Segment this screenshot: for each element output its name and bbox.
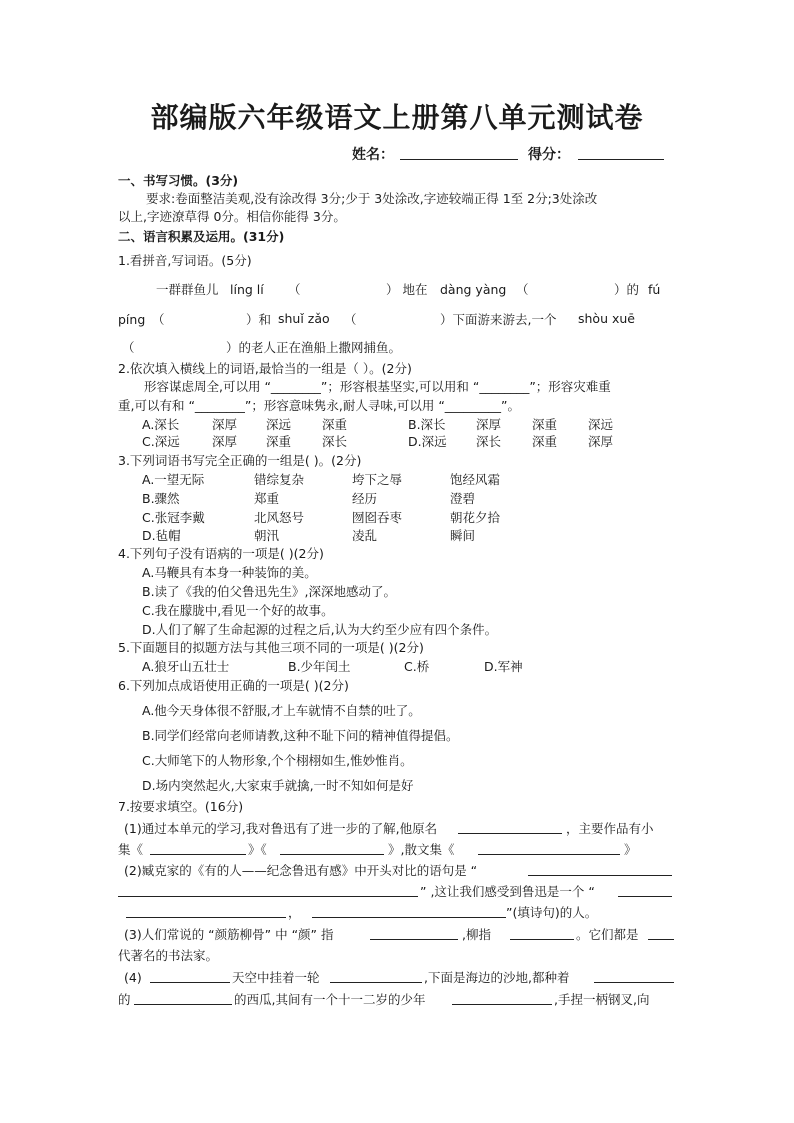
- q2-option-a-word: 深重: [322, 417, 348, 432]
- q7-2-text: ”(填诗句)的人。: [506, 905, 598, 920]
- section-1-heading: 一、书写习惯。(3分): [118, 173, 239, 188]
- q7-1-text: 》: [624, 842, 637, 857]
- q1-paren-open: （: [344, 312, 357, 327]
- name-blank[interactable]: [400, 147, 518, 164]
- q1-text: ）的: [614, 282, 640, 297]
- q7-1-blank-collection-1[interactable]: [150, 842, 246, 859]
- q7-1-text: 》《: [248, 842, 267, 857]
- q2-option-d-word: 深长: [476, 434, 502, 449]
- q7-3-text: 。它们都是: [576, 927, 639, 942]
- q7-1-text: 集《: [118, 842, 144, 857]
- q4-stem: 4.下列句子没有语病的一项是( )(2分): [118, 546, 324, 561]
- q1-paren-open: （: [516, 282, 529, 297]
- q7-4-text: 的: [118, 992, 131, 1007]
- q1-pinyin-3a: fú: [648, 282, 661, 297]
- q1-paren-open: （: [122, 340, 135, 355]
- q7-2-blank-contrast-1[interactable]: [528, 863, 672, 880]
- q5-option-c[interactable]: C.桥: [404, 659, 430, 674]
- section-1-req-line1: 要求:卷面整洁美观,没有涂改得 3分;少于 3处涂改,字迹较端正得 1至 2分;3处涂改: [146, 191, 598, 206]
- q7-4-text: ,下面是海边的沙地,都种着: [424, 970, 570, 985]
- q4-option-a[interactable]: A.马鞭具有本身一种装饰的美。: [142, 565, 317, 580]
- q5-option-d[interactable]: D.军神: [484, 659, 523, 674]
- q7-4-text: 的西瓜,其间有一个十一二岁的少年: [234, 992, 426, 1007]
- q3-word: 错综复杂: [254, 472, 305, 487]
- q7-1-blank-essays[interactable]: [478, 842, 620, 859]
- q1-pinyin-5: shòu xuē: [578, 311, 635, 326]
- q1-text: ）和: [246, 312, 272, 327]
- q1-pinyin-1: líng lí: [230, 282, 264, 297]
- q3-word: 澄碧: [450, 491, 476, 506]
- q3-option-c[interactable]: C.张冠李戴: [142, 510, 205, 525]
- q1-pinyin-3b: píng: [118, 312, 146, 327]
- q7-1-blank-realname[interactable]: [458, 821, 562, 838]
- q7-3-text: (3)人们常说的 “颜筋柳骨” 中 “颜” 指: [124, 927, 334, 942]
- q2-option-c[interactable]: C.深远: [142, 434, 180, 449]
- q2-option-b-word: 深重: [532, 417, 558, 432]
- q2-option-d[interactable]: D.深远: [408, 434, 447, 449]
- q7-2-text: ” ,这让我们感受到鲁迅是一个 “: [420, 884, 595, 899]
- q3-word: 囫囵吞枣: [352, 510, 403, 525]
- q4-option-b[interactable]: B.读了《我的伯父鲁迅先生》,深深地感动了。: [142, 584, 397, 599]
- q3-word: 凌乱: [352, 528, 378, 543]
- q2-option-c-word: 深厚: [212, 434, 238, 449]
- q2-option-d-word: 深重: [532, 434, 558, 449]
- q2-option-b[interactable]: B.深长: [408, 417, 446, 432]
- q1-paren-open: （: [288, 282, 301, 297]
- q2-option-a-word: 深远: [266, 417, 292, 432]
- q5-stem: 5.下面题目的拟题方法与其他三项不同的一项是( )(2分): [118, 640, 424, 655]
- q7-3-text: ,柳指: [462, 927, 491, 942]
- q2-option-a-word: 深厚: [212, 417, 238, 432]
- q3-word: 朝汛: [254, 528, 280, 543]
- q2-option-b-word: 深远: [588, 417, 614, 432]
- q6-option-b[interactable]: B.同学们经常向老师请教,这种不耻下问的精神值得提倡。: [142, 728, 459, 743]
- q7-4-text: (4): [124, 970, 142, 985]
- q2-line2: 重,可以有和 “________”；形容意味隽永,耐人寻味,可以用 “_________”。: [118, 398, 521, 413]
- q6-stem: 6.下列加点成语使用正确的一项是( )(2分): [118, 678, 349, 693]
- q7-3-blank-dynasty[interactable]: [648, 927, 674, 944]
- q7-1-blank-collection-2[interactable]: [280, 842, 384, 859]
- q4-option-d[interactable]: D.人们了解了生命起源的过程之后,认为大约至少应有四个条件。: [142, 622, 498, 637]
- q2-option-c-word: 深长: [322, 434, 348, 449]
- q7-2-text: (2)臧克家的《有的人——纪念鲁迅有感》中开头对比的语句是 “: [124, 863, 478, 878]
- q7-2-text: ，: [288, 905, 301, 920]
- q3-word: 经历: [352, 491, 378, 506]
- q1-text: ） 地在: [386, 282, 428, 297]
- name-label: 姓名：: [352, 147, 394, 163]
- q7-1-text: ，主要作品有小: [566, 821, 654, 836]
- q7-3-blank-liu[interactable]: [510, 927, 574, 944]
- q7-4-text: ,手捏一柄钢叉,向: [554, 992, 650, 1007]
- q7-2-blank-contrast-2[interactable]: [118, 884, 418, 901]
- q7-stem: 7.按要求填空。(16分): [118, 799, 244, 814]
- q7-3-text: 代著名的书法家。: [118, 948, 219, 963]
- section-1-req-line2: 以上,字迹潦草得 0分。相信你能得 3分。: [118, 209, 346, 224]
- q7-4-blank-2[interactable]: [330, 970, 422, 987]
- q3-option-b[interactable]: B.骤然: [142, 491, 180, 506]
- q5-option-a[interactable]: A.狼牙山五壮士: [142, 659, 230, 674]
- q3-word: 饱经风霜: [450, 472, 501, 487]
- q2-option-c-word: 深重: [266, 434, 292, 449]
- score-blank[interactable]: [578, 147, 664, 164]
- q7-4-blank-3[interactable]: [594, 970, 674, 987]
- q7-4-blank-4[interactable]: [134, 992, 232, 1009]
- q1-paren-open: （: [152, 312, 165, 327]
- section-2-heading: 二、语言积累及运用。(31分): [118, 229, 285, 244]
- q3-option-a[interactable]: A.一望无际: [142, 472, 205, 487]
- q6-option-c[interactable]: C.大师笔下的人物形象,个个栩栩如生,惟妙惟肖。: [142, 753, 413, 768]
- q3-word: 北风怒号: [254, 510, 305, 525]
- q1-stem: 1.看拼音,写词语。(5分): [118, 253, 252, 268]
- q7-4-blank-5[interactable]: [452, 992, 552, 1009]
- q3-word: 朝花夕拾: [450, 510, 501, 525]
- q3-stem: 3.下列词语书写完全正确的一组是( )。(2分): [118, 453, 362, 468]
- q1-text: ）下面游来游去,一个: [440, 312, 557, 327]
- q7-3-blank-yan[interactable]: [370, 927, 458, 944]
- q7-2-blank-poem-2[interactable]: [312, 905, 506, 922]
- q6-option-d[interactable]: D.场内突然起火,大家束手就擒,一时不知如何是好: [142, 778, 414, 793]
- q7-4-text: 天空中挂着一轮: [232, 970, 320, 985]
- q3-word: 垮下之辱: [352, 472, 403, 487]
- q1-pinyin-2: dàng yàng: [440, 282, 507, 297]
- q6-option-a[interactable]: A.他今天身体很不舒服,才上车就情不自禁的吐了。: [142, 703, 421, 718]
- q2-option-b-word: 深厚: [476, 417, 502, 432]
- q7-2-blank-poem-1a[interactable]: [618, 884, 672, 901]
- q7-2-blank-poem-1b[interactable]: [126, 905, 286, 922]
- q7-1-text: (1)通过本单元的学习,我对鲁迅有了进一步的了解,他原名: [124, 821, 438, 836]
- q2-option-a[interactable]: A.深长: [142, 417, 180, 432]
- q7-4-blank-1[interactable]: [150, 970, 230, 987]
- q3-word: 瞬间: [450, 528, 476, 543]
- q1-text: 一群群鱼儿: [156, 282, 219, 297]
- page-title: 部编版六年级语文上册第八单元测试卷: [150, 101, 644, 134]
- score-label: 得分：: [528, 147, 570, 163]
- q3-word: 郑重: [254, 491, 280, 506]
- q7-1-text: 》,散文集《: [388, 842, 455, 857]
- q1-pinyin-4: shuǐ zǎo: [278, 311, 330, 326]
- q2-option-d-word: 深厚: [588, 434, 614, 449]
- q2-stem: 2.依次填入横线上的词语,最恰当的一组是（ ）。(2分): [118, 361, 412, 376]
- q3-option-d[interactable]: D.毡帽: [142, 528, 181, 543]
- q1-text: ）的老人正在渔船上撒网捕鱼。: [226, 340, 402, 355]
- q2-line1: 形容谋虑周全,可以用 “________”；形容根基坚实,可以用和 “________”；形容灾难重: [144, 379, 611, 394]
- q4-option-c[interactable]: C.我在朦胧中,看见一个好的故事。: [142, 603, 334, 618]
- q5-option-b[interactable]: B.少年闰土: [288, 659, 351, 674]
